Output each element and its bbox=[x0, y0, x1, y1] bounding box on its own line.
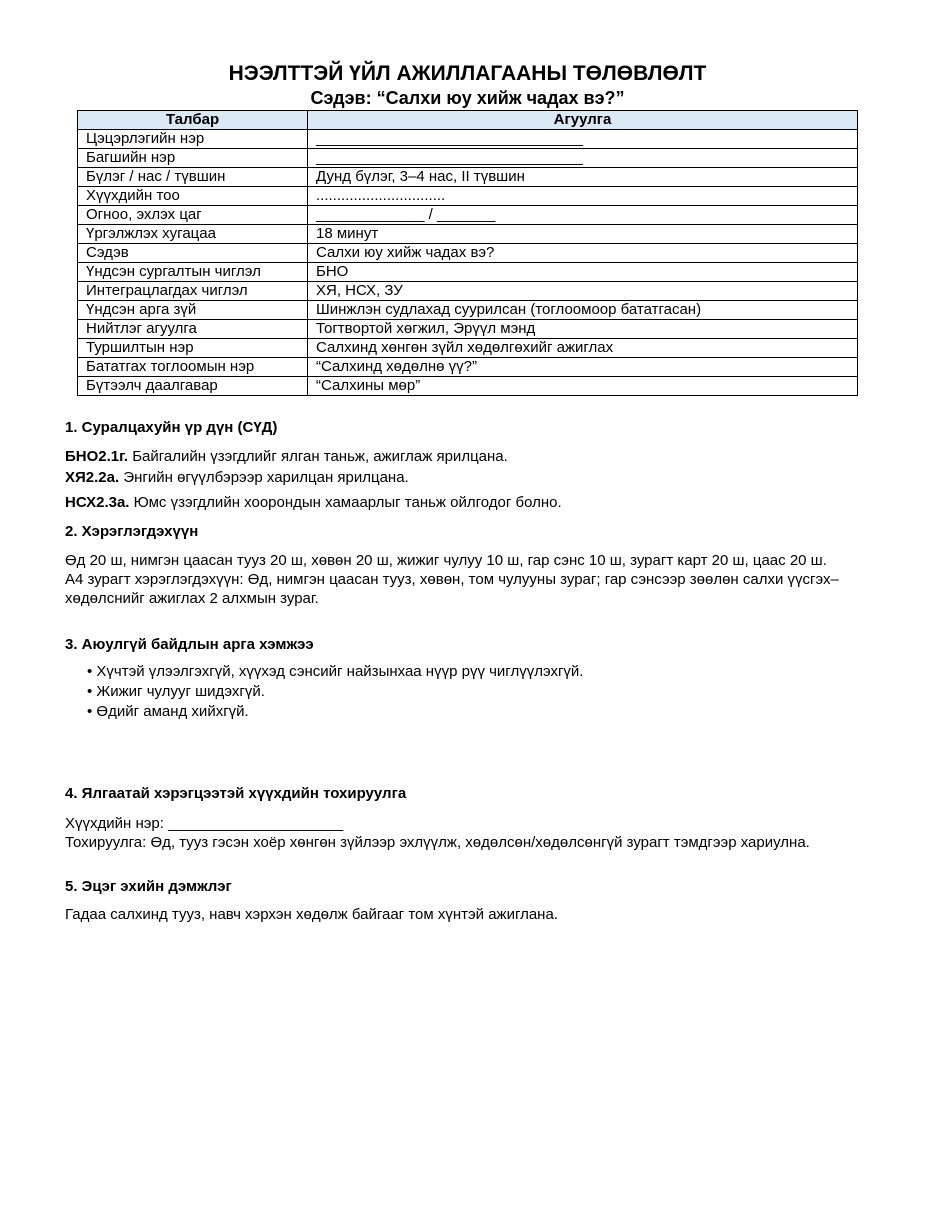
safety-bullets bbox=[65, 662, 865, 721]
table-cell-value: Дунд бүлэг, 3–4 нас, II түвшин bbox=[308, 168, 858, 187]
child-name-line: Хүүхдийн нэр: _____________________ bbox=[65, 815, 344, 832]
table-cell-value: Шинжлэн судлахад суурилсан (тоглоомоор бататгасан) bbox=[308, 301, 858, 320]
table-cell-field: Үргэлжлэх хугацаа bbox=[78, 225, 308, 244]
table-cell-value: ________________________________ bbox=[308, 149, 858, 168]
table-cell-field: Бүлэг / нас / түвшин bbox=[78, 168, 308, 187]
table-row bbox=[78, 301, 858, 320]
table-cell-field: Сэдэв bbox=[78, 244, 308, 263]
materials bbox=[65, 551, 865, 608]
table-row bbox=[78, 149, 858, 168]
section-4-heading: 4. Ялгаатай хэрэгцээтэй хүүхдийн тохируулга bbox=[65, 785, 407, 802]
table-row bbox=[78, 168, 858, 187]
table-cell-value: “Салхины мөр” bbox=[308, 377, 858, 396]
table-row bbox=[78, 225, 858, 244]
outcome-code: НСХ2.3а. bbox=[65, 494, 130, 511]
table-cell-value: БНО bbox=[308, 263, 858, 282]
table-cell-field: Үндсэн арга зүй bbox=[78, 301, 308, 320]
table-cell-field: Бататгах тоглоомын нэр bbox=[78, 358, 308, 377]
document-subtitle: Сэдэв: “Салхи юу хийж чадах вэ?” bbox=[310, 88, 625, 108]
list-item: • Хүчтэй үлээлгэхгүй, хүүхэд сэнсийг найзынхаа нүүр рүү чиглүүлэхгүй. bbox=[87, 663, 584, 680]
table-cell-field: Бүтээлч даалгавар bbox=[78, 377, 308, 396]
outcome-code: ХЯ2.2а. bbox=[65, 469, 120, 486]
learning-outcomes bbox=[65, 447, 865, 512]
table-row bbox=[78, 339, 858, 358]
list-item: • Өдийг аманд хийхгүй. bbox=[87, 703, 249, 720]
table-cell-value: Салхинд хөнгөн зүйл хөдөлгөхийг ажиглах bbox=[308, 339, 858, 358]
table-cell-value: Тогтвортой хөгжил, Эрүүл мэнд bbox=[308, 320, 858, 339]
table-cell-field: Багшийн нэр bbox=[78, 149, 308, 168]
table-cell-field: Үндсэн сургалтын чиглэл bbox=[78, 263, 308, 282]
table-cell-value: _____________ / _______ bbox=[308, 206, 858, 225]
table-header-row bbox=[78, 111, 858, 130]
table-cell-field: Интеграцлагдах чиглэл bbox=[78, 282, 308, 301]
adaptation-text: Тохируулга: Өд, тууз гэсэн хоёр хөнгөн зүйлээр эхлүүлж, хөдөлсөн/хөдөлсөнгүй зурагт тэмдгээр хариулна. bbox=[65, 834, 810, 851]
table-cell-value: ............................... bbox=[308, 187, 858, 206]
table-row bbox=[78, 320, 858, 339]
table-row bbox=[78, 130, 858, 149]
table-cell-value: Салхи юу хийж чадах вэ? bbox=[308, 244, 858, 263]
table-cell-value: “Салхинд хөдөлнө үү?” bbox=[308, 358, 858, 377]
parent-support-text: Гадаа салхинд тууз, навч хэрхэн хөдөлж байгааг том хүнтэй ажиглана. bbox=[65, 906, 558, 923]
outcome-item bbox=[65, 447, 865, 466]
table-cell-field: Нийтлэг агуулга bbox=[78, 320, 308, 339]
outcome-text: Байгалийн үзэгдлийг ялган таньж, ажиглаж ярилцана. bbox=[128, 448, 508, 465]
table-cell-value: 18 минут bbox=[308, 225, 858, 244]
table-cell-value: ________________________________ bbox=[308, 130, 858, 149]
lesson-info-table bbox=[77, 110, 858, 396]
materials-list: Өд 20 ш, нимгэн цаасан тууз 20 ш, хөвөн 20 ш, жижиг чулуу 10 ш, гар сэнс 10 ш, зурагт карт 20 ш, цаас 20 ш. bbox=[65, 552, 827, 569]
outcome-item bbox=[65, 468, 865, 487]
section-5-heading: 5. Эцэг эхийн дэмжлэг bbox=[65, 878, 232, 895]
table-cell-value: ХЯ, НСХ, ЗУ bbox=[308, 282, 858, 301]
table-cell-field: Цэцэрлэгийн нэр bbox=[78, 130, 308, 149]
table-cell-field: Туршилтын нэр bbox=[78, 339, 308, 358]
table-row bbox=[78, 206, 858, 225]
table-row bbox=[78, 358, 858, 377]
document-title: НЭЭЛТТЭЙ ҮЙЛ АЖИЛЛАГААНЫ ТӨЛӨВЛӨЛТ bbox=[228, 62, 707, 85]
table-row bbox=[78, 282, 858, 301]
section-3-heading: 3. Аюулгүй байдлын арга хэмжээ bbox=[65, 636, 314, 653]
section-1-heading: 1. Суралцахуйн үр дүн (СҮД) bbox=[65, 419, 278, 436]
table-row bbox=[78, 244, 858, 263]
parent-support bbox=[65, 905, 865, 924]
table-header-content: Агуулга bbox=[308, 111, 858, 130]
outcome-text: Юмс үзэгдлийн хоорондын хамаарлыг таньж ойлгодог болно. bbox=[129, 494, 562, 511]
special-needs bbox=[65, 814, 865, 852]
outcome-text: Энгийн өгүүлбэрээр харилцан ярилцана. bbox=[119, 469, 409, 486]
table-header-field: Талбар bbox=[78, 111, 308, 130]
section-2-heading: 2. Хэрэглэгдэхүүн bbox=[65, 523, 199, 540]
safety-list bbox=[65, 662, 865, 721]
table-row bbox=[78, 377, 858, 396]
table-cell-field: Огноо, эхлэх цаг bbox=[78, 206, 308, 225]
table-row bbox=[78, 263, 858, 282]
list-item: • Жижиг чулууг шидэхгүй. bbox=[87, 683, 265, 700]
table-cell-field: Хүүхдийн тоо bbox=[78, 187, 308, 206]
outcome-code: БНО2.1г. bbox=[65, 448, 129, 465]
table-row bbox=[78, 187, 858, 206]
outcome-item bbox=[65, 493, 865, 512]
materials-a4: А4 зурагт хэрэглэгдэхүүн: Өд, нимгэн цаасан тууз, хөвөн, том чулууны зураг; гар сэнсээр зөөлөн салхи үүсгэх–хөдөлснийг ажиглах 2 алхмын зураг. bbox=[65, 571, 839, 607]
